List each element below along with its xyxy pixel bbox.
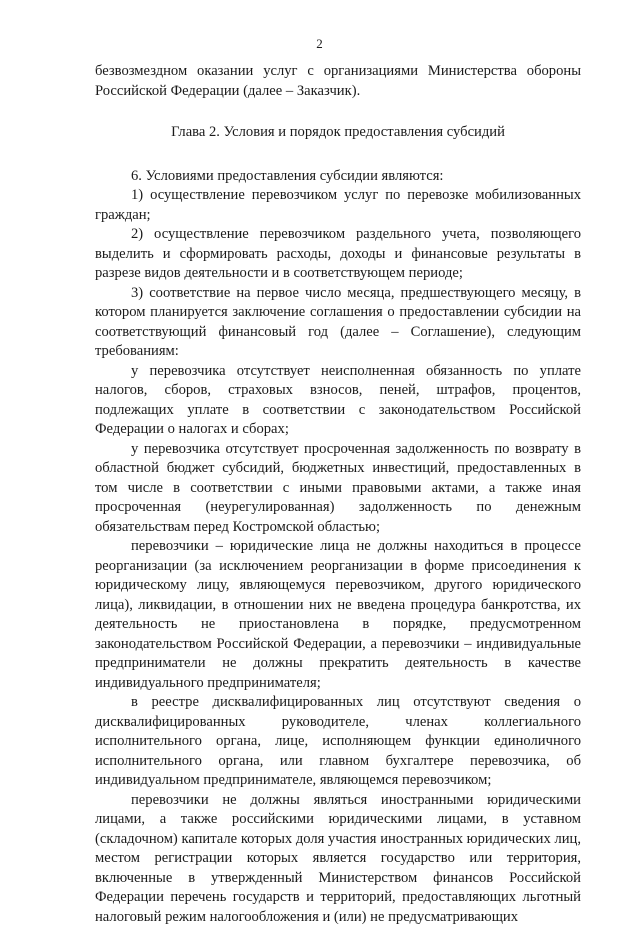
requirement-reorganization: перевозчики – юридические лица не должны находиться в процессе реорганизации (за исключением реорганизации в форме присоединения к юридическому лицу, являющемуся перевозчиком, другого юридического лица), ликвидации, в отношении них не введена процедура банкротства, их деятельность не приостановлена в порядке, предусмотренном законодательством Российской Федерации, а перевозчики – индивидуальные предприниматели не должны прекратить деятельность в качестве индивидуального предпринимателя;: [95, 537, 581, 693]
paragraph-6-heading: 6. Условиями предоставления субсидии являются:: [95, 167, 581, 187]
requirement-taxes: у перевозчика отсутствует неисполненная обязанность по уплате налогов, сборов, страховых взносов, пеней, штрафов, процентов, подлежащих уплате в соответствии с законодательством Российской Федерации о налогах и сборах;: [95, 362, 581, 440]
chapter-title: Глава 2. Условия и порядок предоставления субсидий: [95, 123, 581, 143]
document-body: [95, 62, 581, 927]
requirement-disqualified-registry: в реестре дисквалифицированных лиц отсутствуют сведения о дисквалифицированных руководителе, членах коллегиального исполнительного органа, лице, исполняющем функции единоличного исполнительного органа, или главном бухгалтере перевозчика, об индивидуальном предпринимателе, являющемся перевозчиком;: [95, 693, 581, 791]
page-number: 2: [0, 36, 639, 52]
condition-3: 3) соответствие на первое число месяца, предшествующего месяцу, в котором планируется заключение соглашения о предоставлении субсидии на соответствующий финансовый год (далее – Соглашение), следующим требованиям:: [95, 284, 581, 362]
requirement-foreign-entities: перевозчики не должны являться иностранными юридическими лицами, а также российскими юридическими лицами, в уставном (складочном) капитале которых доля участия иностранных юридических лиц, местом регистрации которых является государство или территория, включенные в утвержденный Министерством финансов Российской Федерации перечень государств и территорий, предоставляющих льготный налоговый режим налогообложения и (или) не предусматривающих: [95, 791, 581, 927]
requirement-debt: у перевозчика отсутствует просроченная задолженность по возврату в областной бюджет субсидий, бюджетных инвестиций, предоставленных в том числе в соответствии с иными правовыми актами, а также иная просроченная (неурегулированная) задолженность по денежным обязательствам перед Костромской областью;: [95, 440, 581, 538]
condition-2: 2) осуществление перевозчиком раздельного учета, позволяющего выделить и сформировать расходы, доходы и финансовые результаты в разрезе видов деятельности и в соответствующем периоде;: [95, 225, 581, 284]
intro-paragraph: безвозмездном оказании услуг с организациями Министерства обороны Российской Федерации (далее – Заказчик).: [95, 62, 581, 101]
condition-1: 1) осуществление перевозчиком услуг по перевозке мобилизованных граждан;: [95, 186, 581, 225]
